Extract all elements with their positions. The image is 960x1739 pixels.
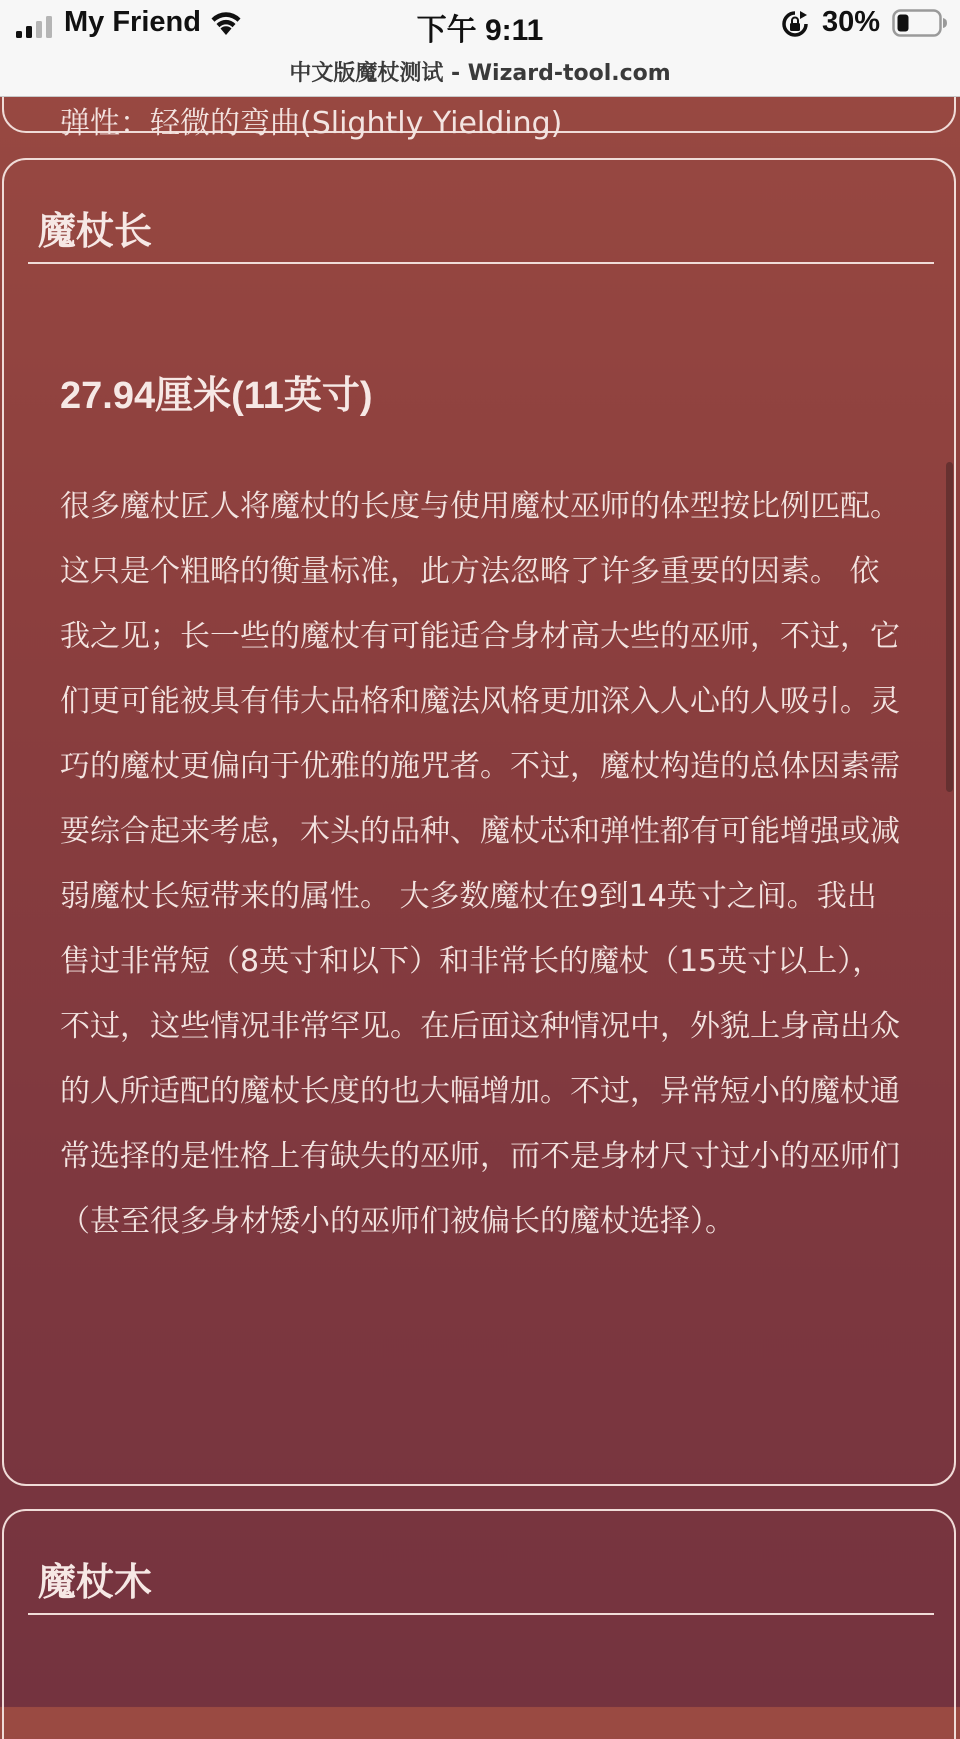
scrollbar-thumb[interactable]: [946, 462, 953, 792]
page-url-title[interactable]: 中文版魔杖测试 - Wizard-tool.com: [289, 61, 671, 86]
clock-time: 下午 9:11: [416, 14, 544, 47]
battery-icon: [892, 9, 948, 37]
wand-length-description: 很多魔杖匠人将魔杖的长度与使用魔杖巫师的体型按比例匹配。这只是个粗略的衡量标准，此方法忽略了许多重要的因素。 依我之见；长一些的魔杖有可能适合身材高大些的巫师，不过，它们更可能被具有伟大品格和魔法风格更加深入人心的人吸引。灵巧的魔杖更偏向于优雅的施咒者。不过，魔杖构造的总体因素需要综合起来考虑，木头的品种、魔杖芯和弹性都有可能增强或减弱魔杖长短带来的属性。 大多数魔杖在9到14英寸之间。我出售过非常短（8英寸和以下）和非常长的魔杖（15英寸以上），不过，这些情况非常罕见。在后面这种情况中，外貌上身高出众的人所适配的魔杖长度的也大幅增加。不过，异常短小的魔杖通常选择的是性格上有缺失的巫师，而不是身材尺寸过小的巫师们（甚至很多身材矮小的巫师们被偏长的魔杖选择）。: [60, 489, 900, 1239]
wand-wood-card: [2, 1509, 956, 1739]
flexibility-text: 弹性：轻微的弯曲(Slightly Yielding): [60, 106, 563, 141]
status-bar: [0, 0, 960, 97]
wand-wood-heading: 魔杖木: [38, 1560, 153, 1604]
carrier-name: My Friend: [64, 6, 201, 38]
wand-length-heading: 魔杖长: [38, 209, 153, 253]
rotation-lock-icon: [780, 10, 810, 38]
battery-percent: 30%: [822, 6, 881, 38]
heading-divider: [28, 262, 934, 264]
wand-length-card: [2, 158, 956, 1486]
heading-divider: [28, 1613, 934, 1615]
wand-length-value: 27.94厘米(11英寸): [60, 375, 373, 417]
